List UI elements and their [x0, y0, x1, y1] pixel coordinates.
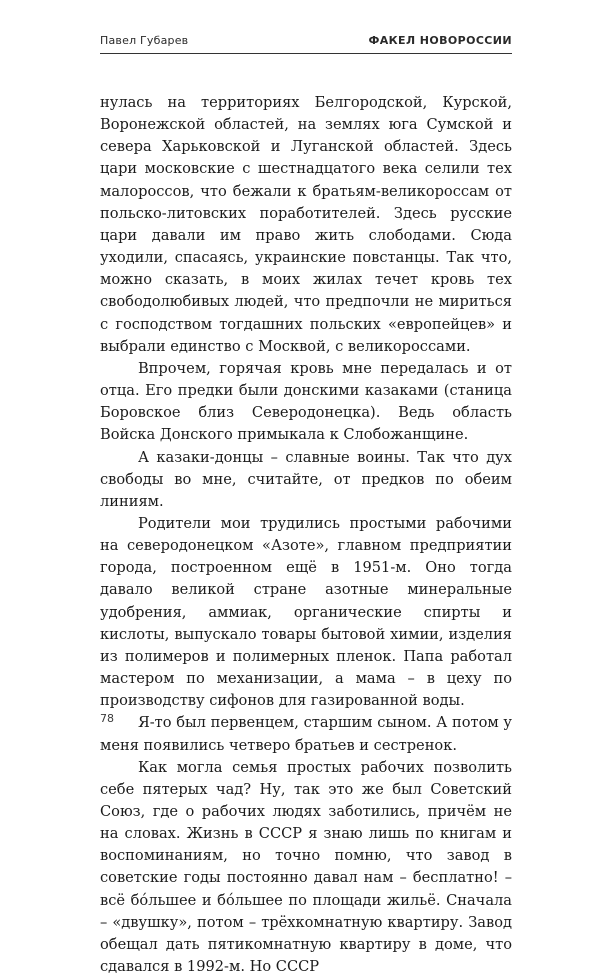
page-number: 78: [100, 712, 114, 725]
running-header: [100, 34, 512, 52]
paragraph-4: Родители мои трудились простыми рабочими на северодонецком «Азоте», главном предприятии города, построенном ещё в 1951-м. Оно тогда давало великой стране азотные минеральные удобрения, аммиак, органические спирты и кислоты, выпускало товары бытовой химии, изделия из полимеров и полимерных пленок. Папа работал мастером по механизации, а мама – в цеху по производству сифонов для газированной воды.: [100, 514, 512, 710]
header-rule: [100, 53, 512, 54]
paragraph-3: А казаки-донцы – славные воины. Так что дух свободы во мне, считайте, от предков по обеим линиям.: [100, 448, 512, 510]
header-book-title: ФАКЕЛ НОВОРОССИИ: [368, 34, 512, 47]
paragraph-1: нулась на территориях Белгородской, Курской, Воронежской областей, на землях юга Сумской и севера Харьковской и Луганской областей. Здесь цари московские с шестнадцатого века селили тех малороссов, что бежали к братьям-великороссам от польско-литовских поработителей. Здесь русские цари давали им право жить слободами. Сюда уходили, спасаясь, украинские повстанцы. Так что, можно сказать, в моих жилах течет кровь тех свободолюбивых людей, что предпочли не мириться с господством тогдашних польских «европейцев» и выбрали единство с Москвой, с великороссами.: [100, 94, 512, 355]
header-author: Павел Губарев: [100, 34, 189, 47]
body-text: [100, 92, 512, 978]
paragraph-2: Впрочем, горячая кровь мне передалась и от отца. Его предки были донскими казаками (станица Боровское близ Северодонецка). Ведь область Войска Донского примыкала к Слобожанщине.: [100, 359, 512, 444]
paragraph-5: Я-то был первенцем, старшим сыном. А потом у меня появились четверо братьев и сестренок.: [100, 714, 512, 754]
paragraph-6: Как могла семья простых рабочих позволить себе пятерых чад? Ну, так это же был Советский Союз, где о рабочих людях заботились, причём не на словах. Жизнь в СССР я знаю лишь по книгам и воспоминаниям, но точно помню, что завод в советские годы постоянно давал нам – бесплатно! – всё бóльшее и бóльшее по площади жильё. Сначала – «двушку», потом – трёхкомнатную квартиру. Завод обещал дать пятикомнатную квартиру в доме, что сдавался в 1992-м. Но СССР: [100, 758, 512, 976]
